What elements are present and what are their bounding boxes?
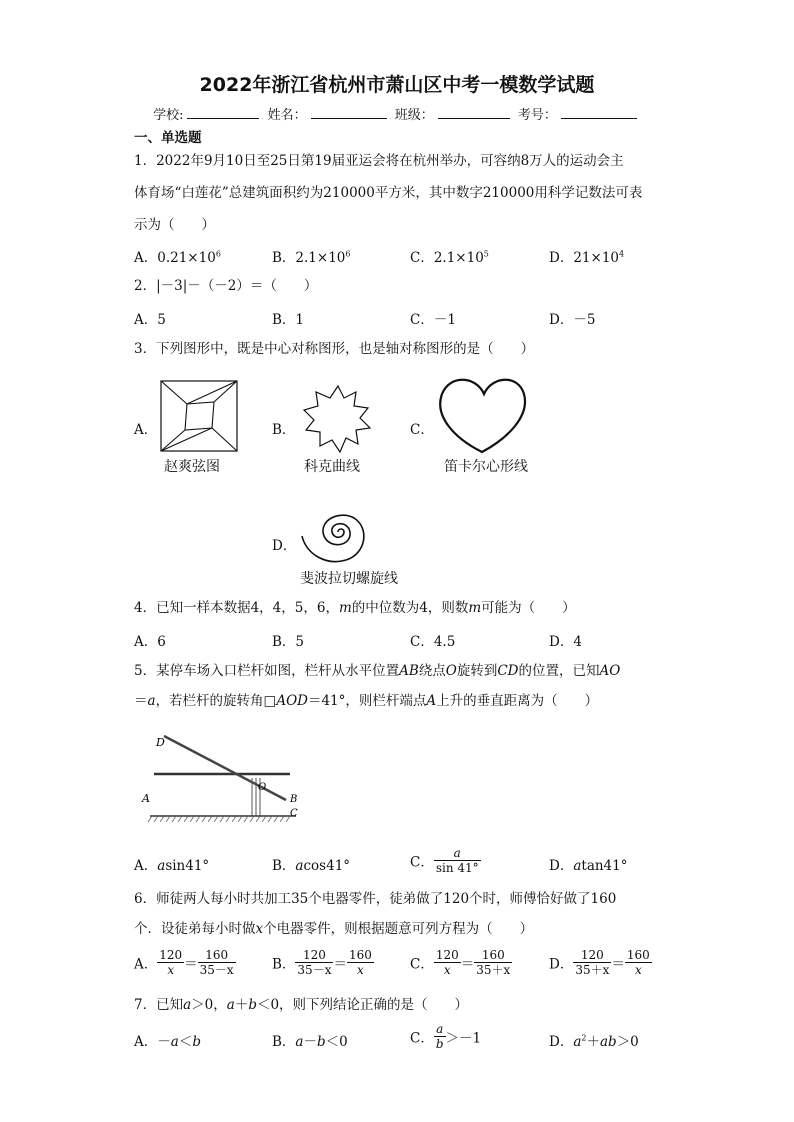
number-label: 考号： (517, 108, 557, 123)
q3-option-b: B． (272, 422, 296, 438)
q4-stem: 4．已知一样本数据4，4，5，6，m的中位数为4，则数m可能为（ ） (134, 600, 576, 616)
q3-option-a: A． (134, 422, 158, 438)
q3-caption-b: 科克曲线 (304, 459, 360, 475)
q7-option-a: A．－a＜b (134, 1034, 201, 1050)
zhaoshuang-diagram (160, 380, 240, 452)
section-heading: 一、单选题 (134, 130, 202, 146)
q7-option-c: C． $\frac{a}{b}$ ＞－1 (410, 1022, 482, 1051)
school-label: 学校: (153, 108, 184, 123)
q1-line3: 示为（ ） (134, 217, 215, 233)
q3-stem: 3．下列图形中，既是中心对称图形，也是轴对称图形的是（ ） (134, 341, 535, 357)
parking-barrier-diagram (136, 730, 306, 828)
q4-option-c: C．4.5 (410, 634, 456, 650)
q3-caption-c: 笛卡尔心形线 (444, 459, 528, 475)
q1-option-b: B．$2.1\times 10^6$ (272, 249, 351, 266)
label-c: C (290, 808, 298, 819)
q3-caption-d: 斐波拉切螺旋线 (300, 571, 398, 587)
q5-line2: ＝a，若栏杆的旋转角□AOD＝41°，则栏杆端点A上升的垂直距离为（ ） (134, 693, 599, 709)
q2-stem: 2．|－3|－（－2）＝（ ） (134, 278, 318, 294)
label-b: B (290, 794, 298, 805)
q5-line1: 5．某停车场入口栏杆如图，栏杆从水平位置AB绕点O旋转到CD的位置，已知AO (134, 663, 621, 679)
q2-option-b: B．1 (272, 312, 305, 328)
page-title: 2022年浙江省杭州市萧山区中考一模数学试题 (199, 74, 595, 96)
label-o: O (258, 782, 267, 793)
q2-option-d: D．－5 (549, 312, 596, 328)
fibonacci-spiral (296, 496, 382, 568)
q6-option-b: B． $\frac{120}{35-x}$ ＝ $\frac{160}{x}$ (272, 948, 372, 977)
number-blank (561, 106, 637, 119)
q4-option-a: A．6 (134, 634, 166, 650)
q2-option-c: C．－1 (410, 312, 456, 328)
q6-option-c: C． $\frac{120}{x}$ ＝ $\frac{160}{35+x}$ (410, 948, 511, 977)
q5-option-b: B．acos41° (272, 858, 351, 874)
q1-option-d: D．$21\times 10^4$ (549, 249, 625, 266)
student-info-line (0, 104, 794, 123)
q1-option-a: A．$0.21\times 10^6$ (134, 249, 221, 266)
q1-option-c: C．$2.1\times 10^5$ (410, 249, 489, 266)
q1-line1: 1．2022年9月10日至25日第19届亚运会将在杭州举办，可容纳8万人的运动会主 (134, 153, 624, 169)
cardioid-curve (436, 372, 532, 456)
q6-line1: 6．师徒两人每小时共加工35个电器零件，徒弟做了120个时，师傅恰好做了160 (134, 891, 617, 907)
q5-option-d: D．atan41° (549, 858, 628, 874)
class-blank (438, 106, 510, 119)
q7-stem: 7．已知a＞0，a＋b＜0，则下列结论正确的是（ ） (134, 997, 469, 1013)
q3-caption-a: 赵爽弦图 (164, 459, 220, 475)
q3-option-c: C． (410, 422, 434, 438)
koch-snowflake (298, 382, 378, 456)
q2-option-a: A．5 (134, 312, 166, 328)
q4-option-d: D．4 (549, 634, 582, 650)
label-d: D (156, 736, 165, 749)
q6-line2: 个．设徒弟每小时做x个电器零件，则根据题意可列方程为（ ） (134, 921, 534, 937)
name-blank (311, 106, 387, 119)
q6-option-a: A． $\frac{120}{x}$ ＝ $\frac{160}{35-x}$ (134, 948, 234, 977)
q1-line2: 体育场“白莲花”总建筑面积约为210000平方米，其中数字210000用科学记数法可表 (134, 185, 643, 201)
label-a: A (142, 792, 150, 805)
q3-option-d: D． (272, 538, 297, 554)
q5-option-a: A．asin41° (134, 858, 210, 874)
q7-option-d: D．$a^2+ab>0$ (549, 1033, 639, 1050)
q7-option-b: B．a－b＜0 (272, 1034, 348, 1050)
q6-option-d: D． $\frac{120}{35+x}$ ＝ $\frac{160}{x}$ (549, 948, 650, 977)
school-blank (187, 106, 259, 119)
q5-option-c: C． $\frac{a}{\sin 41^\circ}$ (410, 846, 479, 875)
q4-option-b: B．5 (272, 634, 305, 650)
class-label: 班级： (394, 108, 434, 123)
name-label: 姓名： (267, 108, 307, 123)
